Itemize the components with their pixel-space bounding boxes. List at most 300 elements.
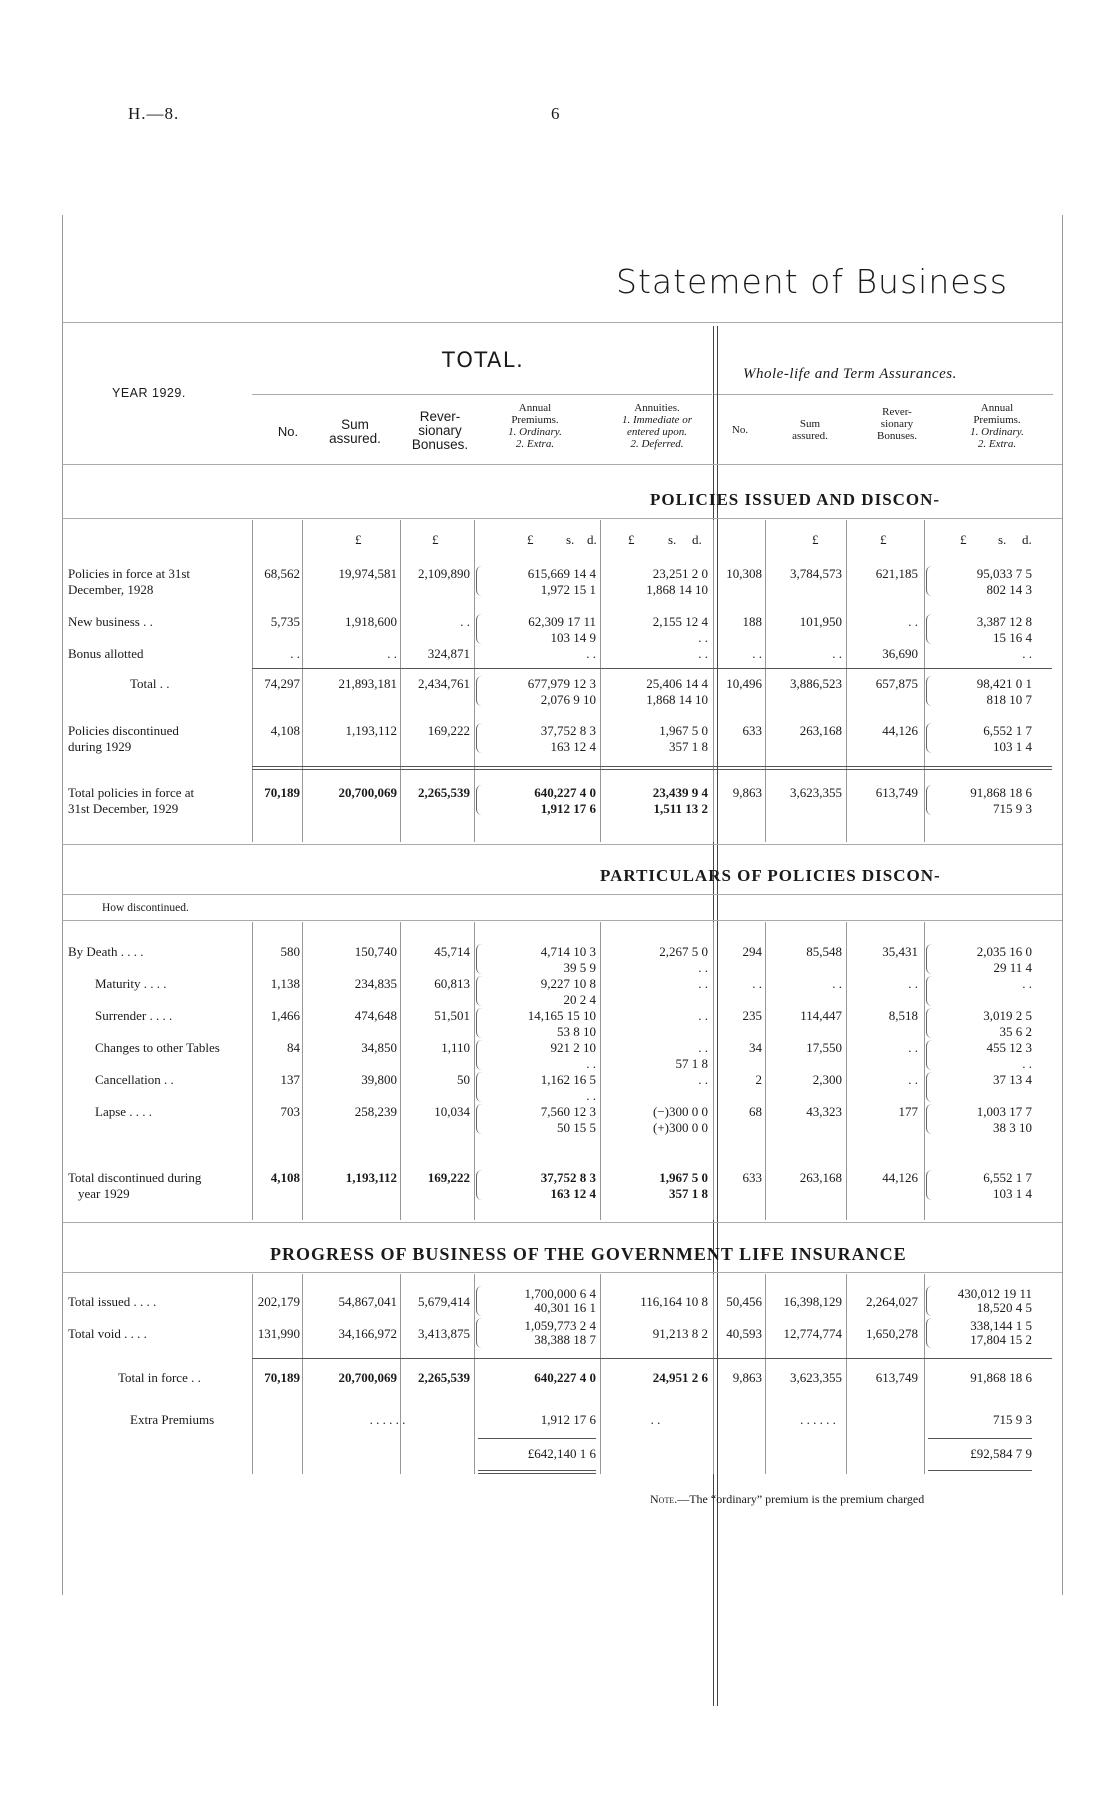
- brace: [476, 676, 483, 706]
- cell-w-rev: . .: [908, 976, 918, 991]
- cell-w-prem-extra: 17,804 15 2: [970, 1332, 1032, 1347]
- cell-rev: 2,434,761: [418, 676, 470, 691]
- cell-rev: 10,034: [434, 1104, 470, 1119]
- cell-prem-extra: 40,301 16 1: [534, 1300, 596, 1315]
- cell-w-rev: . .: [908, 1040, 918, 1055]
- cell-sum: 21,893,181: [338, 676, 397, 691]
- rule-head-bottom: [62, 464, 1062, 465]
- cell-w-prem: 338,144 1 5: [970, 1318, 1032, 1333]
- col-rule-8: [924, 922, 925, 1220]
- rule-top: [62, 322, 1062, 323]
- cell-rev: 169,222: [427, 1170, 470, 1185]
- cell-no: 1,466: [270, 1008, 300, 1023]
- brace: [926, 676, 933, 706]
- cell-w-no: 235: [742, 1008, 762, 1023]
- cell-w-rev: 44,126: [882, 723, 918, 738]
- dots: . . . . . .: [369, 1412, 406, 1427]
- cell-ann-deferred: 1,868 14 10: [646, 582, 708, 597]
- cell-ann-deferred: 1,511 13 2: [653, 801, 708, 816]
- cell-prem-extra: . .: [586, 1088, 596, 1103]
- cell-rev: 324,871: [427, 646, 470, 661]
- col-rule-4: [600, 922, 601, 1220]
- brace: [476, 976, 483, 1006]
- brace: [476, 614, 483, 644]
- cell-prem-extra: 2,076 9 10: [540, 692, 596, 707]
- col-rule-3: [474, 1274, 475, 1474]
- cell-prem-extra: 20 2 4: [563, 992, 596, 1007]
- cell-sum: 20,700,069: [338, 785, 397, 800]
- cell-prem: 1,059,773 2 4: [524, 1318, 596, 1333]
- cell-ann: 116,164 10 8: [640, 1294, 708, 1309]
- cell-w-prem-extra: 29 11 4: [993, 960, 1032, 975]
- col-rule-5: [713, 1274, 714, 1474]
- row-label-2: 31st December, 1929: [68, 801, 179, 816]
- cell-no: 4,108: [270, 723, 300, 738]
- col-reversionary: Rever- sionary Bonuses.: [411, 409, 469, 452]
- cell-sum: . .: [387, 646, 397, 661]
- cell-w-no: . .: [752, 646, 762, 661]
- col-rule-0: [252, 922, 253, 1220]
- cell-w-no: 294: [742, 944, 762, 959]
- brace: [926, 614, 933, 644]
- brace: [476, 1318, 483, 1348]
- cell-w-sum: 3,623,355: [790, 785, 842, 800]
- shilling-sign: s.: [998, 532, 1007, 547]
- cell-w-rev: 2,264,027: [866, 1294, 918, 1309]
- rule-issued: [62, 518, 1062, 519]
- row-label: Total policies in force at: [68, 785, 195, 800]
- cell-w-sum: . .: [832, 976, 842, 991]
- col-rule-6: [765, 1274, 766, 1474]
- cell-w-no: 40,593: [726, 1326, 762, 1341]
- cell-prem: . .: [586, 646, 596, 661]
- cell-w-prem: 95,033 7 5: [976, 566, 1032, 581]
- row-label: Maturity . . . .: [95, 976, 167, 991]
- cell-ann: 2,267 5 0: [659, 944, 708, 959]
- cell-prem: 7,560 12 3: [540, 1104, 596, 1119]
- cell-prem: 921 2 10: [550, 1040, 596, 1055]
- cell-w_sum: 3,623,355: [790, 1370, 842, 1385]
- col-w-sum: Sum assured.: [792, 418, 828, 442]
- pence-sign: d.: [587, 532, 597, 547]
- cell-prem-extra: . .: [586, 1056, 596, 1071]
- cell-no: 68,562: [264, 566, 300, 581]
- rule-particulars-top: [62, 844, 1062, 845]
- rule-progress-top: [62, 1222, 1062, 1223]
- cell-prem: 1,700,000 6 4: [524, 1286, 596, 1301]
- brace: [926, 1286, 933, 1316]
- cell-ann: (−)300 0 0: [653, 1104, 708, 1119]
- cell-w-no: 10,308: [726, 566, 762, 581]
- cell-w_no: 9,863: [732, 1370, 762, 1385]
- cell-ann: 24,951 2 6: [652, 1370, 708, 1385]
- cell-w-prem: 1,003 17 7: [976, 1104, 1032, 1119]
- cell-prem-extra: 163 12 4: [550, 1186, 596, 1201]
- cell-prem-extra: 50 15 5: [557, 1120, 596, 1135]
- pound-sign: £: [527, 532, 534, 547]
- brace: [926, 1072, 933, 1102]
- footnote: Note.—The “ordinary” premium is the premium charged: [650, 1492, 925, 1506]
- row-label: Total discontinued during: [68, 1170, 202, 1185]
- col-rule-1: [302, 922, 303, 1220]
- year-label: YEAR 1929.: [112, 386, 186, 400]
- cell-no: 4,108: [270, 1170, 300, 1185]
- right-border: [1062, 215, 1063, 1595]
- rule-grand-bottom-2: [478, 1473, 596, 1474]
- col-rule-3: [474, 520, 475, 842]
- row-label-2: year 1929: [78, 1186, 130, 1201]
- col-rule-1: [302, 1274, 303, 1474]
- cell-sum: 1,193,112: [345, 1170, 397, 1185]
- brace: [926, 944, 933, 974]
- cell-ann: . .: [698, 976, 708, 991]
- cell-ann: 23,251 2 0: [652, 566, 708, 581]
- left-border: [62, 215, 63, 1595]
- cell-w-prem: 91,868 18 6: [970, 785, 1032, 800]
- cell-rev: 51,501: [434, 1008, 470, 1023]
- cell-prem-extra: 39 5 9: [563, 960, 596, 975]
- cell-prem: 1,162 16 5: [540, 1072, 596, 1087]
- cell-ann-deferred: 357 1 8: [669, 739, 708, 754]
- pound-sign: £: [812, 532, 819, 547]
- cell-w_no: 633: [742, 1170, 762, 1185]
- cell-ann-deferred: 57 1 8: [675, 1056, 708, 1071]
- cell-w_rev: 44,126: [882, 1170, 918, 1185]
- cell-w-prem-extra: 18,520 4 5: [976, 1300, 1032, 1315]
- cell-prem: 4,714 10 3: [540, 944, 596, 959]
- cell-ann: 1,967 5 0: [659, 1170, 708, 1185]
- page-title: Statement of Business: [616, 262, 1008, 301]
- cell-prem: 14,165 15 10: [527, 1008, 596, 1023]
- row-label: Extra Premiums: [130, 1412, 215, 1427]
- cell-w-prem-extra: . .: [1022, 1056, 1032, 1071]
- cell-w-rev: 1,650,278: [866, 1326, 918, 1341]
- pound-sign: £: [355, 532, 362, 547]
- cell-prem: 37,752 8 3: [540, 1170, 596, 1185]
- cell-w_rev: 613,749: [875, 1370, 918, 1385]
- cell-w-no: 34: [749, 1040, 762, 1055]
- rule-grand-w-bottom: [928, 1470, 1032, 1471]
- cell-no: . .: [290, 646, 300, 661]
- brace: [476, 1104, 483, 1134]
- cell-sum: 20,700,069: [338, 1370, 397, 1385]
- cell-w-prem-extra: 103 1 4: [993, 739, 1032, 754]
- brace: [476, 944, 483, 974]
- row-label: Bonus allotted: [68, 646, 144, 661]
- row-label: Total in force . .: [118, 1370, 201, 1385]
- cell-w-rev: 8,518: [888, 1008, 918, 1023]
- cell-no: 137: [280, 1072, 300, 1087]
- col-rule-6: [765, 520, 766, 842]
- cell-w-sum: 3,886,523: [790, 676, 842, 691]
- cell-prem: 37,752 8 3: [540, 723, 596, 738]
- rule-grand-bottom: [478, 1470, 596, 1471]
- cell-ann: 2,155 12 4: [652, 614, 708, 629]
- cell-rev: 45,714: [434, 944, 470, 959]
- cell-prem-extra: 1,912 17 6: [540, 801, 596, 816]
- row-label: Changes to other Tables: [95, 1040, 220, 1055]
- dots: . . . . . .: [800, 1412, 836, 1427]
- shilling-sign: s.: [668, 532, 677, 547]
- cell-sum: 34,166,972: [338, 1326, 397, 1341]
- col-rule-7: [846, 1274, 847, 1474]
- cell-no: 5,735: [270, 614, 300, 629]
- brace: [926, 723, 933, 753]
- row-label: Total . .: [130, 676, 170, 691]
- cell-rev: 2,265,539: [418, 785, 470, 800]
- section-particulars: PARTICULARS OF POLICIES DISCON-: [600, 866, 941, 885]
- cell-w-rev: 36,690: [882, 646, 918, 661]
- row-label-2: December, 1928: [68, 582, 154, 597]
- pound-sign: £: [628, 532, 635, 547]
- cell-rev: 5,679,414: [418, 1294, 470, 1309]
- rule-particulars: [62, 894, 1062, 895]
- col-rule-8: [924, 1274, 925, 1474]
- rule-subhead-total: [252, 394, 712, 395]
- cell-ann: 91,213 8 2: [652, 1326, 708, 1341]
- cell-prem: 615,669 14 4: [527, 566, 596, 581]
- cell-no: 1,138: [270, 976, 300, 991]
- cell-ann: . .: [698, 1040, 708, 1055]
- brace: [476, 1286, 483, 1316]
- cell-w-no: 68: [749, 1104, 762, 1119]
- cell-no: 580: [280, 944, 300, 959]
- brace: [476, 1072, 483, 1102]
- cell-w-no: 633: [742, 723, 762, 738]
- section-issued: POLICIES ISSUED AND DISCON-: [650, 490, 941, 509]
- brace: [926, 785, 933, 815]
- cell-sum: 234,835: [354, 976, 397, 991]
- row-label-2: during 1929: [68, 739, 132, 754]
- col-rule-4: [600, 520, 601, 842]
- cell-ann: . .: [698, 1008, 708, 1023]
- rule-subtotal: [252, 668, 1052, 669]
- rule-total: [252, 766, 1052, 767]
- rule-progress: [62, 1272, 1062, 1273]
- row-label: Cancellation . .: [95, 1072, 174, 1087]
- shilling-sign: s.: [566, 532, 575, 547]
- cell-prem-extra: 103 14 9: [550, 630, 596, 645]
- cell-ann: 23,439 9 4: [652, 785, 708, 800]
- rule-grand: [478, 1438, 596, 1439]
- cell-w-rev: 613,749: [875, 785, 918, 800]
- rule-how: [62, 920, 1062, 921]
- col-rule-5: [713, 520, 714, 842]
- brace: [476, 723, 483, 753]
- cell-no: 202,179: [257, 1294, 300, 1309]
- cell-ann: 1,967 5 0: [659, 723, 708, 738]
- cell-ann-deferred: . .: [698, 630, 708, 645]
- row-label: Policies in force at 31st: [68, 566, 191, 581]
- brace: [926, 1040, 933, 1070]
- cell-w-sum: 3,784,573: [790, 566, 842, 581]
- cell-w-sum: 263,168: [799, 723, 842, 738]
- cell-no: 703: [280, 1104, 300, 1119]
- col-annuities: Annuities. 1. Immediate or entered upon. 2. Deferred.: [622, 402, 692, 450]
- cell-w-rev: 657,875: [875, 676, 918, 691]
- cell-prem-extra: 1,972 15 1: [540, 582, 596, 597]
- row-label: Total issued . . . .: [68, 1294, 157, 1309]
- cell-rev: 50: [457, 1072, 470, 1087]
- total-heading: TOTAL.: [442, 348, 525, 372]
- cell-ann: . .: [698, 1072, 708, 1087]
- cell-sum: 474,648: [354, 1008, 397, 1023]
- cell-w-prem: 455 12 3: [986, 1040, 1032, 1055]
- brace: [926, 566, 933, 596]
- rule-subhead-whole: [713, 394, 1053, 395]
- pence-sign: d.: [692, 532, 702, 547]
- col-rule-5: [713, 922, 714, 1220]
- cell-sum: 39,800: [361, 1072, 397, 1087]
- cell-w-prem: 98,421 0 1: [976, 676, 1032, 691]
- cell-w-sum: 2,300: [812, 1072, 842, 1087]
- cell-w-sum: 17,550: [806, 1040, 842, 1055]
- col-sum-assured: Sum assured.: [329, 417, 381, 446]
- cell-rev: . .: [460, 614, 470, 629]
- cell-w-prem: 2,035 16 0: [976, 944, 1032, 959]
- grand-total-whole: £92,584 7 9: [970, 1446, 1032, 1461]
- cell-w-prem: 430,012 19 11: [957, 1286, 1032, 1301]
- cell-w-no: 50,456: [726, 1294, 762, 1309]
- cell-prem-extra: 53 8 10: [557, 1024, 596, 1039]
- cell-sum: 54,867,041: [338, 1294, 397, 1309]
- cell-w-prem-extra: 802 14 3: [986, 582, 1032, 597]
- cell-no: 74,297: [264, 676, 300, 691]
- cell-prem: 640,227 4 0: [534, 1370, 596, 1385]
- row-label: Surrender . . . .: [95, 1008, 173, 1023]
- col-w-no: No.: [731, 424, 749, 436]
- cell-w-prem: 3,387 12 8: [976, 614, 1032, 629]
- cell-w-no: 188: [742, 614, 762, 629]
- cell-rev: 169,222: [427, 723, 470, 738]
- col-rule-6: [765, 922, 766, 1220]
- rule-total-2: [252, 769, 1052, 770]
- cell-w-rev: 621,185: [875, 566, 918, 581]
- cell-prem: 677,979 12 3: [527, 676, 596, 691]
- cell-no: 70,189: [264, 785, 300, 800]
- cell-w-sum: 16,398,129: [783, 1294, 842, 1309]
- cell-w-rev: . .: [908, 1072, 918, 1087]
- cell-w-sum: 101,950: [799, 614, 842, 629]
- pound-sign: £: [432, 532, 439, 547]
- rule-grand-w: [928, 1438, 1032, 1439]
- cell-w-rev: 177: [898, 1104, 918, 1119]
- cell-ann: . .: [650, 1412, 661, 1427]
- cell-w-prem: . .: [1022, 646, 1032, 661]
- brace: [926, 1008, 933, 1038]
- row-label: Lapse . . . .: [95, 1104, 153, 1119]
- col-w-prem: Annual Premiums. 1. Ordinary. 2. Extra.: [970, 402, 1024, 450]
- cell-no: 84: [287, 1040, 300, 1055]
- cell-w-prem-extra: 38 3 10: [993, 1120, 1032, 1135]
- cell-w-prem-extra: 35 6 2: [999, 1024, 1032, 1039]
- cell-ann-deferred: 1,868 14 10: [646, 692, 708, 707]
- col-rule-4: [600, 1274, 601, 1474]
- col-rule-7: [846, 922, 847, 1220]
- cell-w-rev: 35,431: [882, 944, 918, 959]
- cell-prem: 640,227 4 0: [534, 785, 596, 800]
- brace: [476, 1008, 483, 1038]
- cell-prem: 1,912 17 6: [540, 1412, 596, 1427]
- brace: [926, 976, 933, 1006]
- cell-w-sum: 43,323: [806, 1104, 842, 1119]
- cell-ann-deferred: . .: [698, 960, 708, 975]
- row-label: Total void . . . .: [68, 1326, 147, 1341]
- col-rule-2: [400, 1274, 401, 1474]
- col-rule-0: [252, 520, 253, 842]
- cell-ann: . .: [698, 646, 708, 661]
- row-label: Policies discontinued: [68, 723, 179, 738]
- pound-sign: £: [960, 532, 967, 547]
- section-progress: PROGRESS OF BUSINESS OF THE GOVERNMENT LIFE INSURANCE: [270, 1244, 907, 1264]
- cell-prem: 62,309 17 11: [528, 614, 596, 629]
- rule-in-force: [252, 1358, 1052, 1359]
- cell-rev: 1,110: [441, 1040, 470, 1055]
- cell-rev: 2,265,539: [418, 1370, 470, 1385]
- brace: [926, 1170, 933, 1200]
- cell-w-sum: 114,447: [800, 1008, 842, 1023]
- cell-w-sum: 12,774,774: [783, 1326, 842, 1341]
- cell-w-sum: . .: [832, 646, 842, 661]
- row-label: By Death . . . .: [68, 944, 144, 959]
- col-rule-3: [474, 922, 475, 1220]
- cell-ann-deferred: 357 1 8: [669, 1186, 708, 1201]
- cell-sum: 150,740: [354, 944, 397, 959]
- cell-w-sum: 85,548: [806, 944, 842, 959]
- pound-sign: £: [880, 532, 887, 547]
- page-number: 6: [551, 104, 560, 123]
- cell-w-prem: 6,552 1 7: [983, 1170, 1032, 1185]
- cell-sum: 1,918,600: [345, 614, 397, 629]
- cell-w_sum: 263,168: [799, 1170, 842, 1185]
- cell-sum: 34,850: [361, 1040, 397, 1055]
- cell-w-no: 9,863: [732, 785, 762, 800]
- col-rule-2: [400, 922, 401, 1220]
- brace: [926, 1104, 933, 1134]
- cell-w-prem: 37 13 4: [993, 1072, 1032, 1087]
- page-code: H.—8.: [128, 104, 180, 123]
- cell-w-prem: 3,019 2 5: [983, 1008, 1032, 1023]
- brace: [476, 1170, 483, 1200]
- cell-rev: 60,813: [434, 976, 470, 991]
- cell-w-prem: 6,552 1 7: [983, 723, 1032, 738]
- cell-no: 131,990: [257, 1326, 300, 1341]
- grand-total: £642,140 1 6: [527, 1446, 596, 1461]
- cell-w-no: . .: [752, 976, 762, 991]
- cell-w-prem: 715 9 3: [993, 1412, 1032, 1427]
- brace: [476, 566, 483, 596]
- cell-w-prem-extra: 818 10 7: [986, 692, 1032, 707]
- cell-w-prem-extra: 715 9 3: [993, 801, 1032, 816]
- cell-w-no: 10,496: [726, 676, 762, 691]
- col-rule-2: [400, 520, 401, 842]
- col-rule-8: [924, 520, 925, 842]
- cell-w-rev: . .: [908, 614, 918, 629]
- brace: [926, 1318, 933, 1348]
- col-no: No.: [277, 424, 299, 439]
- cell-ann: 25,406 14 4: [646, 676, 708, 691]
- col-rule-7: [846, 520, 847, 842]
- cell-w-prem-extra: 15 16 4: [993, 630, 1032, 645]
- cell-w-no: 2: [755, 1072, 762, 1087]
- whole-life-heading: Whole-life and Term Assurances.: [743, 366, 957, 382]
- cell-rev: 3,413,875: [418, 1326, 470, 1341]
- cell-w-prem: . .: [1022, 976, 1032, 991]
- col-w-rev: Rever- sionary Bonuses.: [876, 406, 918, 442]
- cell-sum: 19,974,581: [338, 566, 397, 581]
- cell-prem-extra: 38,388 18 7: [534, 1332, 596, 1347]
- row-label: New business . .: [68, 614, 153, 629]
